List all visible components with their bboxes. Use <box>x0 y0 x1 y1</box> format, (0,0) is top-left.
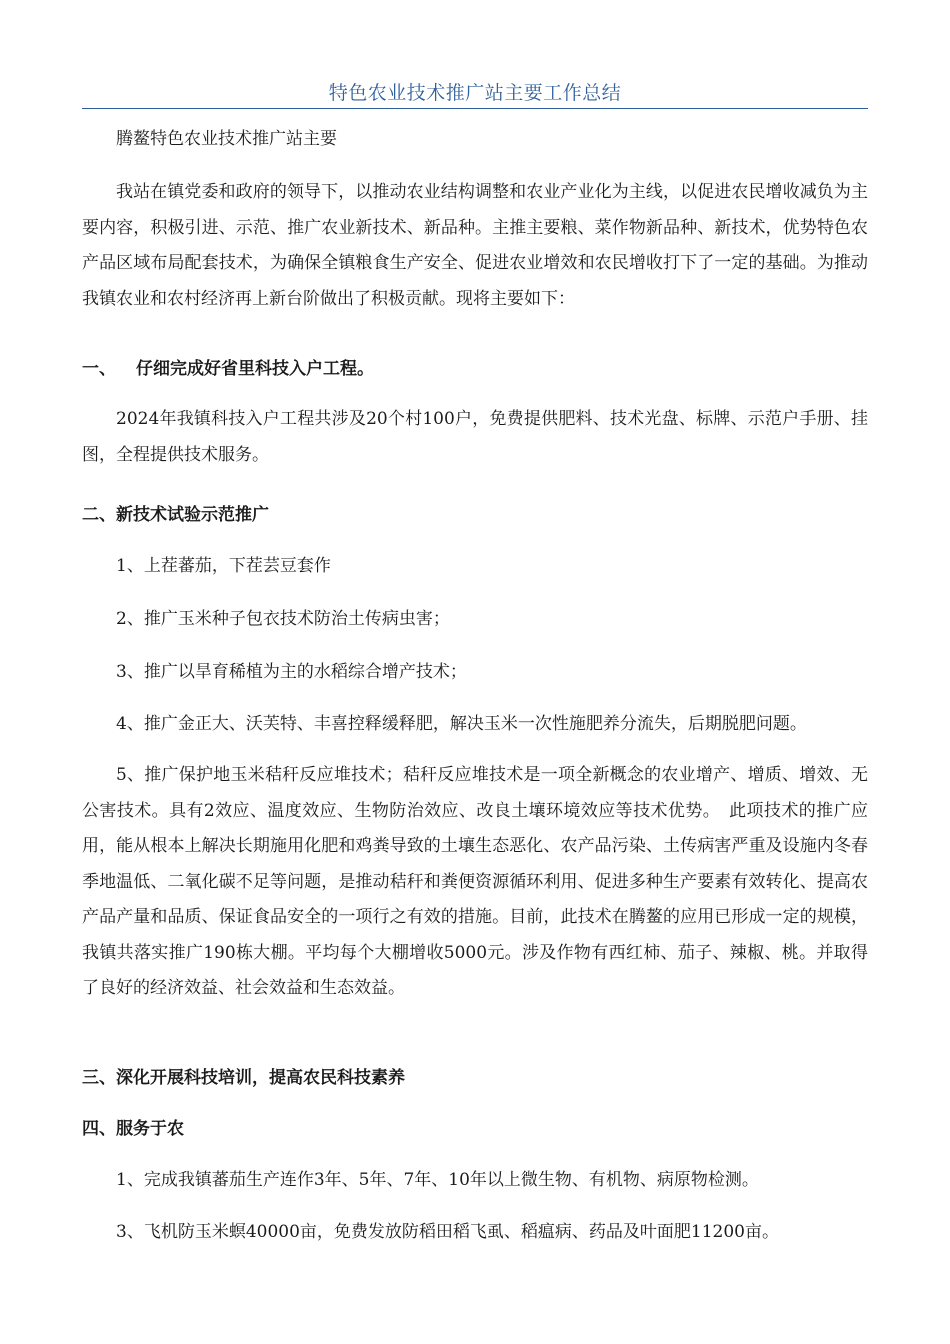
section-2-item-5: 5、推广保护地玉米秸秆反应堆技术；秸秆反应堆技术是一项全新概念的农业增产、增质、增效、无公害技术。具有2效应、温度效应、生物防治效应、改良土壤环境效应等技术优势。 此项技术的推广应用，能从根本上解决长期施用化肥和鸡粪导致的土壤生态恶化、农产品污染、土传病害严重及设施内冬春季地温低、二氧化碳不足等问题，是推动秸秆和粪便资源循环利用、促进多种生产要素有效转化、提高农产品产量和品质、保证食品安全的一项行之有效的措施。目前，此技术在腾鳌的应用已形成一定的规模，我镇共落实推广190栋大棚。平均每个大棚增收5000元。涉及作物有西红柿、茄子、辣椒、桃。并取得了良好的经济效益、社会效益和生态效益。 <box>82 765 868 998</box>
section-2-item-1: 1、上茬蕃茄，下茬芸豆套作 <box>116 556 331 576</box>
section-2-item-3: 3、推广以旱育稀植为主的水稻综合增产技术； <box>116 662 467 682</box>
section-2-heading: 二、新技术试验示范推广 <box>82 505 269 525</box>
header-divider <box>82 108 868 109</box>
page-header-title: 特色农业技术推广站主要工作总结 <box>328 82 622 104</box>
section-4-heading: 四、服务于农 <box>82 1119 184 1139</box>
document-subtitle: 腾鳌特色农业技术推广站主要 <box>116 129 337 149</box>
section-3-heading: 三、深化开展科技培训，提高农民科技素养 <box>82 1068 405 1088</box>
section-2-item-2: 2、推广玉米种子包衣技术防治土传病虫害； <box>116 609 450 629</box>
section-1-body: 2024年我镇科技入户工程共涉及20个村100户，免费提供肥料、技术光盘、标牌、示范户手册、挂图，全程提供技术服务。 <box>82 409 868 465</box>
section-2-item-4: 4、推广金正大、沃芙特、丰喜控释缓释肥，解决玉米一次性施肥养分流失，后期脱肥问题。 <box>116 714 807 734</box>
intro-paragraph: 我站在镇党委和政府的领导下，以推动农业结构调整和农业产业化为主线，以促进农民增收减负为主要内容，积极引进、示范、推广农业新技术、新品种。主推主要粮、菜作物新品种、新技术，优势特色农产品区域布局配套技术，为确保全镇粮食生产安全、促进农业增效和农民增收打下了一定的基础。为推动我镇农业和农村经济再上新台阶做出了积极贡献。现将主要如下： <box>82 182 868 309</box>
section-4-item-2: 3、飞机防玉米螟40000亩，免费发放防稻田稻飞虱、稻瘟病、药品及叶面肥11200亩。 <box>116 1222 779 1242</box>
section-1-number: 一、 <box>82 359 116 379</box>
section-1-heading <box>82 357 868 381</box>
section-4-item-1: 1、完成我镇蕃茄生产连作3年、5年、7年、10年以上微生物、有机物、病原物检测。 <box>116 1170 759 1190</box>
section-1-title: 仔细完成好省里科技入户工程。 <box>136 359 374 379</box>
